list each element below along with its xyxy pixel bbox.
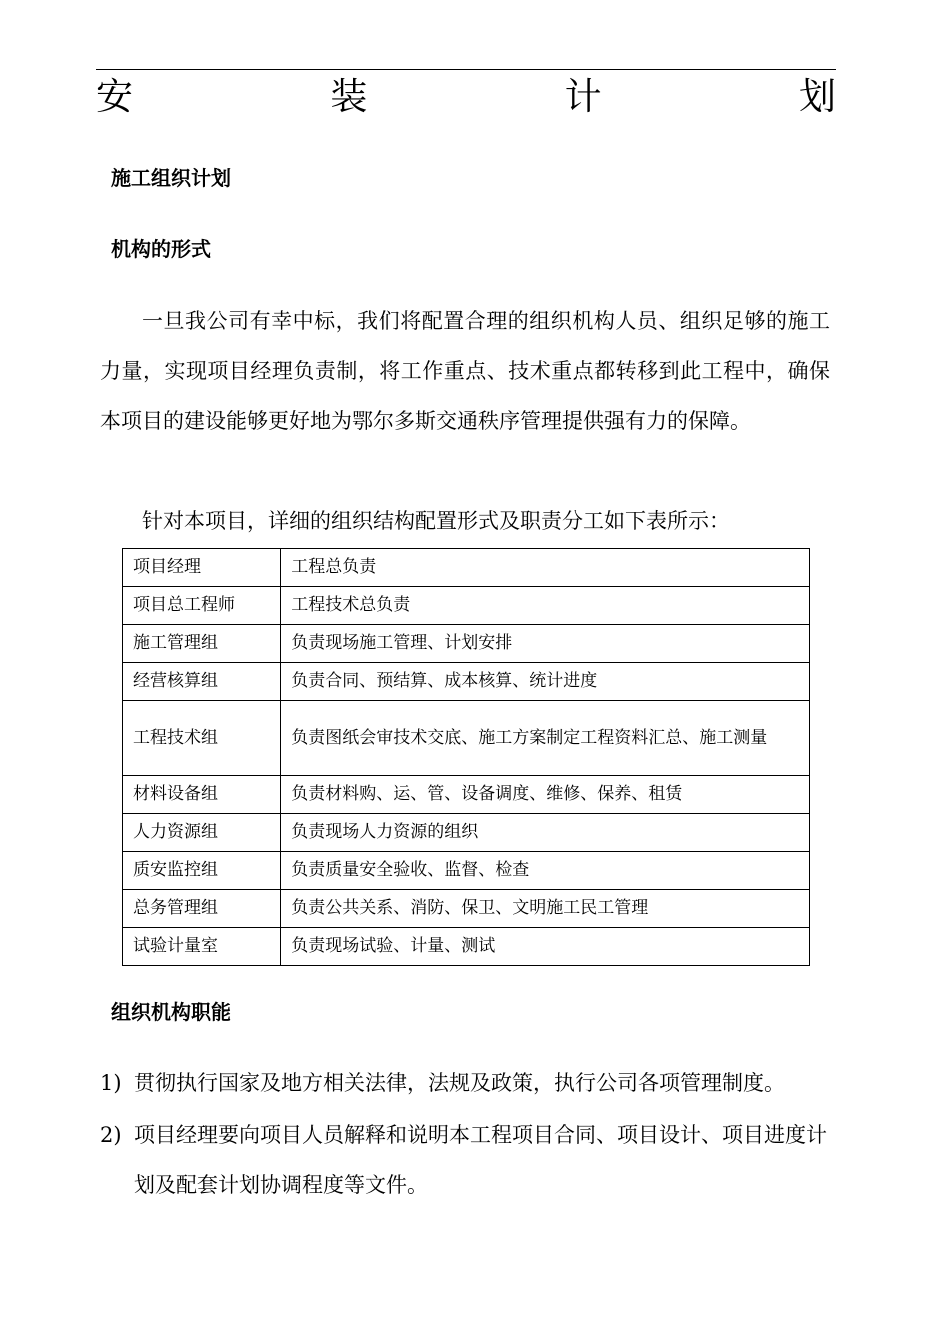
role-cell: 经营核算组 [123, 663, 281, 701]
organization-table [122, 548, 810, 966]
list-item [100, 1110, 832, 1210]
duty-cell: 负责公共关系、消防、保卫、文明施工民工管理 [281, 890, 810, 928]
table-row [123, 549, 810, 587]
title-char: 计 [564, 75, 602, 118]
table-row [123, 625, 810, 663]
list-number: 2) [100, 1123, 122, 1147]
duty-cell: 工程总负责 [281, 549, 810, 587]
duty-cell: 负责图纸会审技术交底、施工方案制定工程资料汇总、施工测量 [281, 701, 810, 776]
duty-cell: 负责现场试验、计量、测试 [281, 928, 810, 966]
table-row [123, 852, 810, 890]
table-row [123, 890, 810, 928]
role-cell: 工程技术组 [123, 701, 281, 776]
table-row [123, 701, 810, 776]
section-heading-organization-form: 机构的形式 [111, 237, 211, 261]
table-intro-paragraph: 针对本项目，详细的组织结构配置形式及职责分工如下表所示： [142, 509, 730, 533]
page-title [96, 72, 836, 122]
list-item [100, 1058, 832, 1108]
role-cell: 试验计量室 [123, 928, 281, 966]
table-row [123, 776, 810, 814]
table-row [123, 928, 810, 966]
table-row [123, 814, 810, 852]
duty-cell: 工程技术总负责 [281, 587, 810, 625]
role-cell: 项目总工程师 [123, 587, 281, 625]
duty-cell: 负责合同、预结算、成本核算、统计进度 [281, 663, 810, 701]
table-row [123, 663, 810, 701]
table-row [123, 587, 810, 625]
intro-paragraph: 一旦我公司有幸中标，我们将配置合理的组织机构人员、组织足够的施工力量，实现项目经理负责制，将工作重点、技术重点都转移到此工程中，确保本项目的建设能够更好地为鄂尔多斯交通秩序管理提供强有力的保障。 [100, 309, 830, 433]
list-number: 1) [100, 1071, 122, 1095]
role-cell: 项目经理 [123, 549, 281, 587]
title-char: 划 [798, 75, 836, 118]
section-heading-construction-plan: 施工组织计划 [111, 166, 231, 190]
duty-cell: 负责现场施工管理、计划安排 [281, 625, 810, 663]
role-cell: 质安监控组 [123, 852, 281, 890]
role-cell: 施工管理组 [123, 625, 281, 663]
title-char: 装 [330, 75, 368, 118]
duty-cell: 负责质量安全验收、监督、检查 [281, 852, 810, 890]
role-cell: 材料设备组 [123, 776, 281, 814]
role-cell: 人力资源组 [123, 814, 281, 852]
duty-cell: 负责现场人力资源的组织 [281, 814, 810, 852]
title-rule [96, 69, 836, 70]
list-text: 项目经理要向项目人员解释和说明本工程项目合同、项目设计、项目进度计划及配套计划协调程度等文件。 [134, 1123, 827, 1197]
role-cell: 总务管理组 [123, 890, 281, 928]
title-char: 安 [96, 75, 133, 118]
list-text: 贯彻执行国家及地方相关法律，法规及政策，执行公司各项管理制度。 [134, 1071, 785, 1095]
section-heading-organization-functions: 组织机构职能 [111, 1000, 231, 1024]
duty-cell: 负责材料购、运、管、设备调度、维修、保养、租赁 [281, 776, 810, 814]
